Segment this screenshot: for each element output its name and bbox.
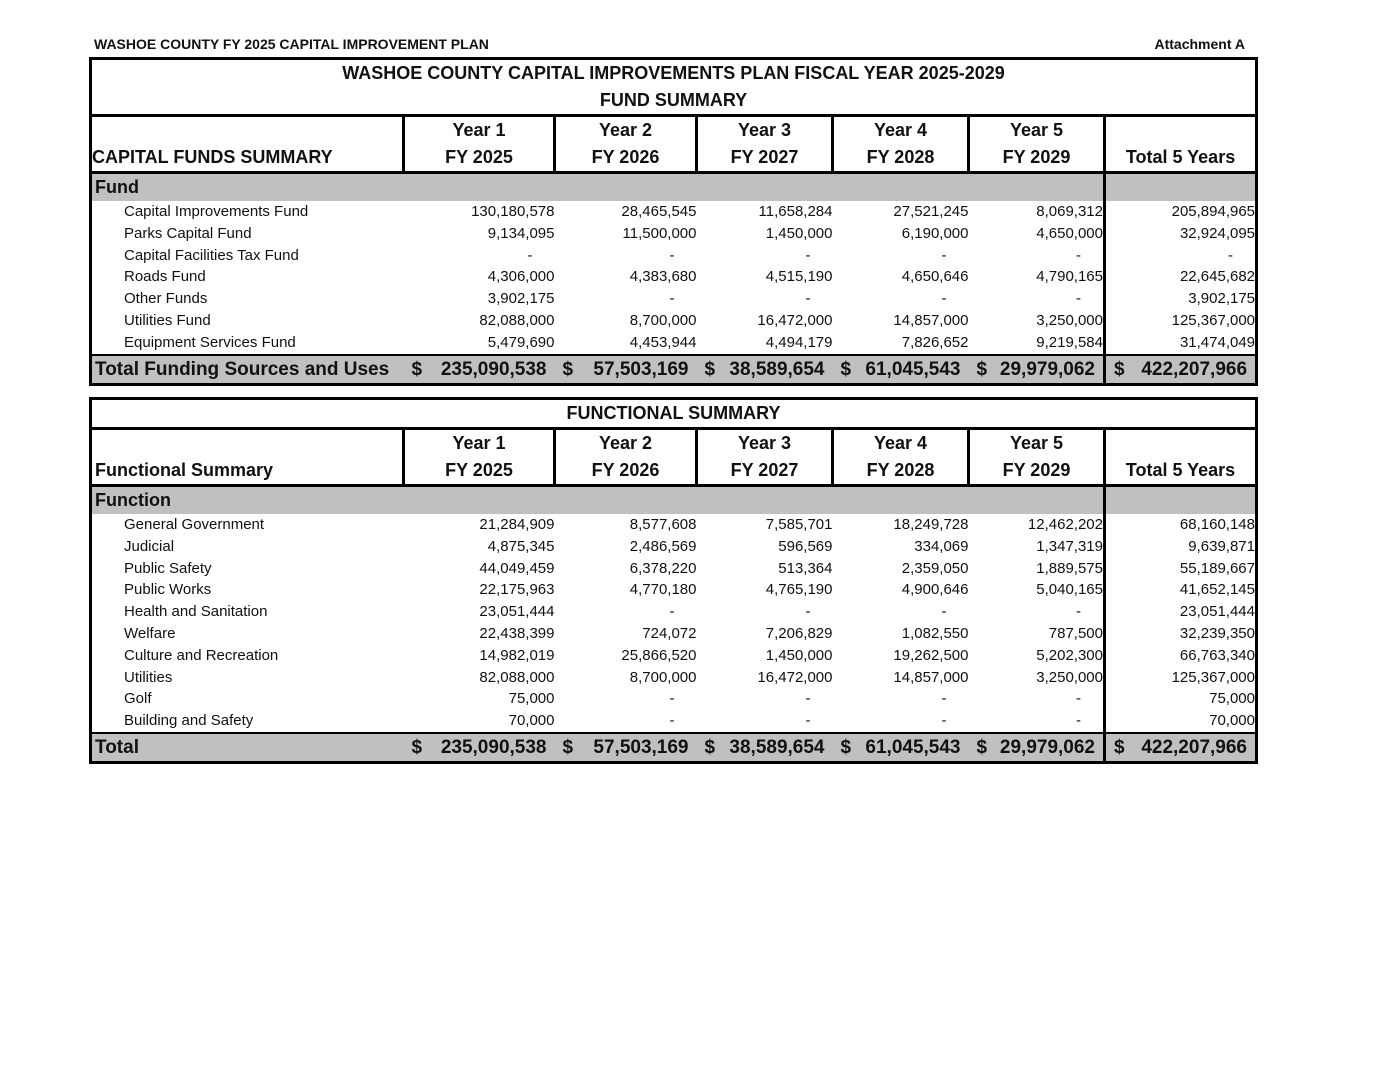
functional-total-row xyxy=(91,733,1257,763)
value-cell: 70,000 xyxy=(508,712,555,730)
fund-group-row xyxy=(91,173,1257,202)
currency-symbol: $ xyxy=(704,736,716,758)
value-cell: 4,875,345 xyxy=(487,537,555,555)
capital-funds-summary-label: CAPITAL FUNDS SUMMARY xyxy=(91,116,404,173)
row-label: Parks Capital Fund xyxy=(124,224,252,242)
column-fy-header: FY 2029 xyxy=(969,144,1105,173)
function-row xyxy=(91,601,1257,623)
value-cell: - xyxy=(941,603,947,621)
value-cell: 4,650,646 xyxy=(901,268,969,286)
value-cell: 82,088,000 xyxy=(479,311,555,329)
value-cell: - xyxy=(669,290,675,308)
group-total-cell xyxy=(1105,486,1257,515)
total-amount-cell xyxy=(697,355,833,385)
row-total-cell: 125,367,000 xyxy=(1105,667,1257,689)
row-total-cell: 32,924,095 xyxy=(1105,223,1257,245)
function-group-row xyxy=(91,486,1257,515)
value-cell: 4,494,179 xyxy=(765,333,833,351)
value-cell: 724,072 xyxy=(642,624,697,642)
row-label: Culture and Recreation xyxy=(124,646,279,664)
row-total-cell: 31,474,049 xyxy=(1105,332,1257,355)
value-cell: 19,262,500 xyxy=(893,646,969,664)
grand-total-cell xyxy=(1105,355,1257,385)
value-cell: 4,770,180 xyxy=(629,581,697,599)
group-total-cell xyxy=(1105,173,1257,202)
row-total-cell: - xyxy=(1105,245,1257,267)
value-cell: - xyxy=(1076,246,1081,264)
currency-symbol: $ xyxy=(840,358,852,380)
value-cell: 3,902,175 xyxy=(487,290,555,308)
row-total-cell: 55,189,667 xyxy=(1105,558,1257,580)
column-fy-header: FY 2026 xyxy=(555,144,697,173)
fund-row xyxy=(91,245,1257,267)
value-cell: 130,180,578 xyxy=(471,203,555,220)
fund-row xyxy=(91,310,1257,332)
value-cell: 23,051,444 xyxy=(479,603,555,621)
value-cell: - xyxy=(669,603,675,621)
value-cell: 787,500 xyxy=(1048,624,1103,642)
value-cell: - xyxy=(1076,712,1081,730)
value-cell: 11,658,284 xyxy=(758,203,833,220)
row-label: Judicial xyxy=(124,537,175,555)
row-label: Public Safety xyxy=(124,559,212,577)
fund-row xyxy=(91,266,1257,288)
value-cell: - xyxy=(669,712,675,730)
row-label: Golf xyxy=(124,690,152,708)
row-label: Capital Facilities Tax Fund xyxy=(124,246,299,264)
column-year-header: Year 4 xyxy=(833,116,969,145)
value-cell: 8,069,312 xyxy=(1036,203,1103,220)
column-fy-header: FY 2028 xyxy=(833,144,969,173)
value-cell: - xyxy=(527,246,533,264)
fund-group-label: Fund xyxy=(91,173,1105,202)
total-amount-cell xyxy=(404,355,555,385)
currency-symbol: $ xyxy=(562,358,574,380)
value-cell: 5,040,165 xyxy=(1036,581,1103,599)
function-row xyxy=(91,536,1257,558)
total-amount: 29,979,062 xyxy=(999,736,1095,758)
currency-symbol: $ xyxy=(411,358,423,380)
value-cell: 1,889,575 xyxy=(1036,559,1103,577)
currency-symbol: $ xyxy=(976,358,988,380)
function-row xyxy=(91,558,1257,580)
value-cell: 3,250,000 xyxy=(1036,668,1103,686)
total-amount: 38,589,654 xyxy=(729,358,825,380)
column-year-header: Year 4 xyxy=(833,429,969,458)
total-amount: 61,045,543 xyxy=(865,736,961,758)
function-row xyxy=(91,514,1257,536)
row-label: Public Works xyxy=(124,581,212,599)
grand-total-amount: 422,207,966 xyxy=(1141,736,1247,758)
fund-rows xyxy=(91,201,1257,355)
row-total-cell: 125,367,000 xyxy=(1105,310,1257,332)
column-fy-header: FY 2025 xyxy=(404,457,555,486)
total-row-label: Total xyxy=(91,733,404,763)
value-cell: 4,453,944 xyxy=(629,333,697,351)
currency-symbol: $ xyxy=(411,736,423,758)
total-amount-cell xyxy=(969,733,1105,763)
row-total-cell: 205,894,965 xyxy=(1105,201,1257,223)
total-amount: 29,979,062 xyxy=(999,358,1095,380)
value-cell: 1,082,550 xyxy=(901,624,969,642)
column-year-header: Year 3 xyxy=(697,116,833,145)
value-cell: 6,378,220 xyxy=(629,559,697,577)
value-cell: 9,134,095 xyxy=(487,224,555,242)
functional-summary-label: Functional Summary xyxy=(91,429,404,486)
value-cell: 21,284,909 xyxy=(479,516,555,533)
total-amount: 235,090,538 xyxy=(440,736,547,758)
value-cell: 7,585,701 xyxy=(765,516,833,533)
value-cell: 2,486,569 xyxy=(629,537,697,555)
value-cell: 5,202,300 xyxy=(1036,646,1103,664)
row-total-cell: 68,160,148 xyxy=(1105,514,1257,536)
value-cell: - xyxy=(669,690,675,708)
value-cell: 18,249,728 xyxy=(893,516,969,533)
value-cell: 596,569 xyxy=(778,537,833,555)
grand-total-amount: 422,207,966 xyxy=(1141,358,1248,380)
function-row xyxy=(91,667,1257,689)
row-label: Equipment Services Fund xyxy=(124,333,296,351)
total-5-years-header: Total 5 Years xyxy=(1105,116,1257,173)
row-label: Roads Fund xyxy=(124,268,206,286)
value-cell: - xyxy=(941,246,947,264)
total-amount: 235,090,538 xyxy=(440,358,547,380)
value-cell: 14,982,019 xyxy=(479,646,555,664)
fund-row xyxy=(91,288,1257,310)
function-row xyxy=(91,579,1257,601)
total-amount-cell xyxy=(833,355,969,385)
value-cell: - xyxy=(805,712,811,730)
value-cell: 8,700,000 xyxy=(629,311,697,329)
value-cell: 25,866,520 xyxy=(621,646,697,664)
column-year-header: Year 3 xyxy=(697,429,833,458)
currency-symbol: $ xyxy=(1114,358,1125,380)
function-row xyxy=(91,623,1257,645)
fund-total-row xyxy=(91,355,1257,385)
value-cell: 3,250,000 xyxy=(1036,311,1103,329)
currency-symbol: $ xyxy=(976,736,988,758)
column-fy-header: FY 2026 xyxy=(555,457,697,486)
function-row xyxy=(91,645,1257,667)
total-amount-cell xyxy=(969,355,1105,385)
value-cell: 4,790,165 xyxy=(1036,268,1103,286)
value-cell: 14,857,000 xyxy=(893,668,969,686)
value-cell: 44,049,459 xyxy=(479,559,555,577)
row-label: General Government xyxy=(124,516,265,533)
value-cell: 5,479,690 xyxy=(487,333,555,351)
functional-summary-title: FUNCTIONAL SUMMARY xyxy=(91,399,1257,429)
total-amount-cell xyxy=(833,733,969,763)
value-cell: 12,462,202 xyxy=(1027,516,1103,533)
value-cell: 7,206,829 xyxy=(765,624,833,642)
value-cell: 22,438,399 xyxy=(479,624,555,642)
function-group-label: Function xyxy=(91,486,1105,515)
fund-row xyxy=(91,332,1257,355)
row-total-cell: 75,000 xyxy=(1105,688,1257,710)
total-amount-cell xyxy=(555,355,697,385)
value-cell: 11,500,000 xyxy=(622,224,697,242)
total-amount-cell xyxy=(697,733,833,763)
value-cell: 4,306,000 xyxy=(487,268,555,286)
value-cell: 1,347,319 xyxy=(1036,537,1103,555)
column-year-header: Year 1 xyxy=(404,116,555,145)
column-fy-header: FY 2027 xyxy=(697,144,833,173)
total-row-label: Total Funding Sources and Uses xyxy=(91,355,404,385)
column-year-header: Year 5 xyxy=(969,116,1105,145)
value-cell: 4,900,646 xyxy=(901,581,969,599)
value-cell: 8,577,608 xyxy=(629,516,697,533)
value-cell: 75,000 xyxy=(508,690,555,708)
value-cell: 8,700,000 xyxy=(629,668,697,686)
value-cell: 334,069 xyxy=(914,537,969,555)
total-amount: 57,503,169 xyxy=(593,358,689,380)
value-cell: - xyxy=(1076,690,1081,708)
row-total-cell: 66,763,340 xyxy=(1105,645,1257,667)
value-cell: - xyxy=(941,712,947,730)
attachment-label: Attachment A xyxy=(1154,36,1245,52)
value-cell: - xyxy=(805,603,811,621)
function-rows xyxy=(91,514,1257,733)
total-amount: 57,503,169 xyxy=(593,736,689,758)
value-cell: 4,765,190 xyxy=(765,581,833,599)
plan-title: WASHOE COUNTY CAPITAL IMPROVEMENTS PLAN FISCAL YEAR 2025-2029 xyxy=(342,63,1005,83)
currency-symbol: $ xyxy=(562,736,574,758)
function-row xyxy=(91,688,1257,710)
value-cell: - xyxy=(1076,603,1081,621)
total-amount: 38,589,654 xyxy=(729,736,825,758)
row-label: Building and Safety xyxy=(124,712,254,730)
row-total-cell: 9,639,871 xyxy=(1105,536,1257,558)
value-cell: - xyxy=(805,690,811,708)
value-cell: - xyxy=(941,690,947,708)
value-cell: - xyxy=(669,246,675,264)
column-year-header: Year 2 xyxy=(555,116,697,145)
fund-summary-table xyxy=(89,57,1258,386)
value-cell: 6,190,000 xyxy=(901,224,969,242)
total-5-years-header: Total 5 Years xyxy=(1105,429,1257,486)
fund-row xyxy=(91,223,1257,245)
fund-summary-title: FUND SUMMARY xyxy=(91,87,1257,116)
value-cell: 1,450,000 xyxy=(765,224,833,242)
value-cell: 14,857,000 xyxy=(893,311,969,329)
row-total-cell: 23,051,444 xyxy=(1105,601,1257,623)
column-year-header: Year 5 xyxy=(969,429,1105,458)
document-header-title: WASHOE COUNTY FY 2025 CAPITAL IMPROVEMENT PLAN xyxy=(94,36,489,52)
fund-row xyxy=(91,201,1257,223)
value-cell: - xyxy=(805,290,811,308)
value-cell: - xyxy=(805,246,811,264)
value-cell: 22,175,963 xyxy=(479,581,555,599)
total-amount: 61,045,543 xyxy=(865,358,961,380)
column-fy-header: FY 2027 xyxy=(697,457,833,486)
value-cell: 513,364 xyxy=(778,559,833,577)
currency-symbol: $ xyxy=(1114,736,1125,758)
column-year-header: Year 2 xyxy=(555,429,697,458)
value-cell: 4,383,680 xyxy=(629,268,697,286)
value-cell: 82,088,000 xyxy=(479,668,555,686)
value-cell: 16,472,000 xyxy=(757,668,833,686)
value-cell: - xyxy=(1076,290,1081,308)
row-label: Welfare xyxy=(124,624,176,642)
value-cell: 7,826,652 xyxy=(901,333,969,351)
value-cell: - xyxy=(941,290,947,308)
value-cell: 27,521,245 xyxy=(893,203,969,220)
row-label: Other Funds xyxy=(124,290,208,308)
column-fy-header: FY 2025 xyxy=(404,144,555,173)
currency-symbol: $ xyxy=(704,358,716,380)
value-cell: 2,359,050 xyxy=(901,559,969,577)
row-total-cell: 3,902,175 xyxy=(1105,288,1257,310)
row-total-cell: 32,239,350 xyxy=(1105,623,1257,645)
row-total-cell: 22,645,682 xyxy=(1105,266,1257,288)
function-row xyxy=(91,710,1257,733)
year-header-row xyxy=(91,429,1257,458)
row-total-cell: 41,652,145 xyxy=(1105,579,1257,601)
row-label: Capital Improvements Fund xyxy=(124,203,309,220)
row-label: Utilities Fund xyxy=(124,311,211,329)
value-cell: 4,515,190 xyxy=(765,268,833,286)
total-amount-cell xyxy=(404,733,555,763)
row-label: Health and Sanitation xyxy=(124,603,268,621)
year-header-row xyxy=(91,116,1257,145)
value-cell: 1,450,000 xyxy=(765,646,833,664)
value-cell: 9,219,584 xyxy=(1036,333,1103,351)
column-fy-header: FY 2028 xyxy=(833,457,969,486)
column-year-header: Year 1 xyxy=(404,429,555,458)
currency-symbol: $ xyxy=(840,736,852,758)
value-cell: 28,465,545 xyxy=(621,203,697,220)
column-fy-header: FY 2029 xyxy=(969,457,1105,486)
row-total-cell: 70,000 xyxy=(1105,710,1257,733)
value-cell: 16,472,000 xyxy=(757,311,833,329)
row-label: Utilities xyxy=(124,668,173,686)
value-cell: 4,650,000 xyxy=(1036,224,1103,242)
grand-total-cell xyxy=(1105,733,1257,763)
total-amount-cell xyxy=(555,733,697,763)
functional-summary-table xyxy=(89,397,1258,764)
